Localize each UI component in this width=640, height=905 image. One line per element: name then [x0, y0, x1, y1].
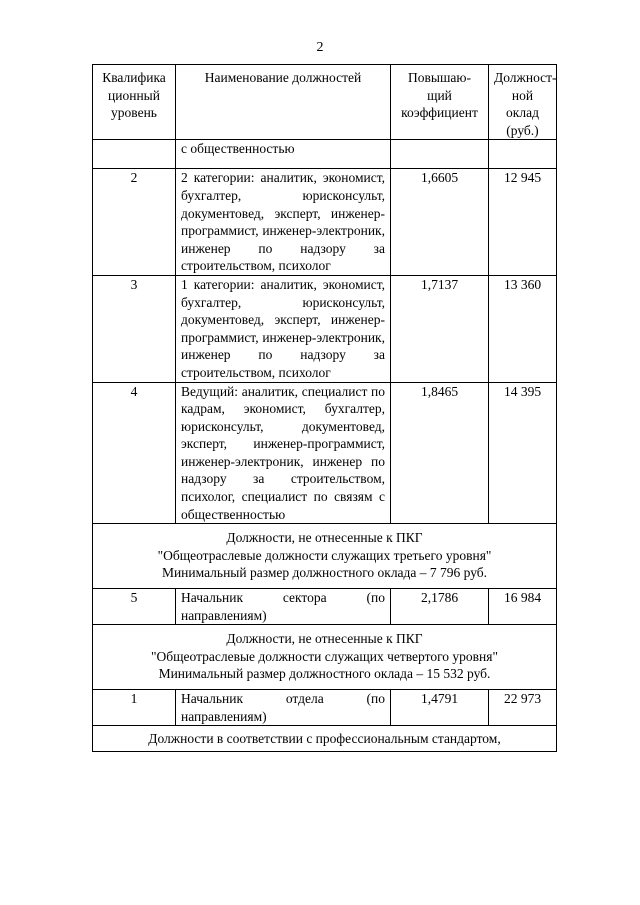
header-name: Наименование должностей: [176, 65, 391, 140]
cell-coefficient: 1,8465: [391, 382, 489, 524]
table-row: [93, 589, 557, 625]
cell-name: 2 категории: аналитик, экономист, бухгалтер, юрисконсульт, документовед, эксперт, инженер-программист, инженер-электроник, инженер по надзору за строительством, психолог: [176, 169, 391, 276]
section-heading: [93, 524, 557, 589]
cell-level: 5: [93, 589, 176, 625]
section-line: Минимальный размер должностного оклада – 15 532 руб.: [158, 666, 491, 682]
section-heading: [93, 625, 557, 690]
cell-salary: 16 984: [489, 589, 557, 625]
cell-level: 1: [93, 690, 176, 726]
section-line: "Общеотраслевые должности служащих четвертого уровня": [150, 648, 498, 664]
cell-coefficient: 1,7137: [391, 275, 489, 382]
section-row: [93, 625, 557, 690]
cell-name: Начальник сектора (по направлениям): [176, 589, 391, 625]
cell-level: 3: [93, 275, 176, 382]
section-row: [93, 726, 557, 752]
cell-level: 2: [93, 169, 176, 276]
cell-level: 4: [93, 382, 176, 524]
section-line: Должности, не отнесенные к ПКГ: [226, 631, 423, 647]
cell-salary: 22 973: [489, 690, 557, 726]
section-heading: Должности в соответствии с профессиональным стандартом,: [93, 726, 557, 752]
cell-name: с общественностью: [176, 140, 391, 169]
section-line: Минимальный размер должностного оклада – 7 796 руб.: [161, 565, 488, 581]
cell-salary: 12 945: [489, 169, 557, 276]
table-row: [93, 275, 557, 382]
table-header-row: [93, 65, 557, 140]
table-row: [93, 382, 557, 524]
cell-salary: [489, 140, 557, 169]
section-line: "Общеотраслевые должности служащих третьего уровня": [157, 547, 492, 563]
cell-coefficient: [391, 140, 489, 169]
cell-salary: 13 360: [489, 275, 557, 382]
cell-salary: 14 395: [489, 382, 557, 524]
cell-level: [93, 140, 176, 169]
header-coefficient: Повышаю- щий коэффициент: [391, 65, 489, 140]
header-level: Квалифика ционный уровень: [93, 65, 176, 140]
table-row: [93, 690, 557, 726]
salary-table: [92, 64, 557, 752]
page-number: 2: [316, 40, 324, 55]
cell-coefficient: 2,1786: [391, 589, 489, 625]
cell-coefficient: 1,6605: [391, 169, 489, 276]
cell-name: Ведущий: аналитик, специалист по кадрам, экономист, бухгалтер, юрисконсульт, документовед, эксперт, инженер-программист, инженер-электроник, инженер по надзору за строительством, психолог, специалист по связям с общественностью: [176, 382, 391, 524]
header-salary: Должност- ной оклад (руб.): [489, 65, 557, 140]
cell-name: Начальник отдела (по направлениям): [176, 690, 391, 726]
cell-coefficient: 1,4791: [391, 690, 489, 726]
table-row: [93, 169, 557, 276]
section-row: [93, 524, 557, 589]
section-line: Должности, не отнесенные к ПКГ: [226, 530, 423, 546]
table-row-continuation: [93, 140, 557, 169]
cell-name: 1 категории: аналитик, экономист, бухгалтер, юрисконсульт, документовед, эксперт, инженер-программист, инженер-электроник, инженер по надзору за строительством, психолог: [176, 275, 391, 382]
